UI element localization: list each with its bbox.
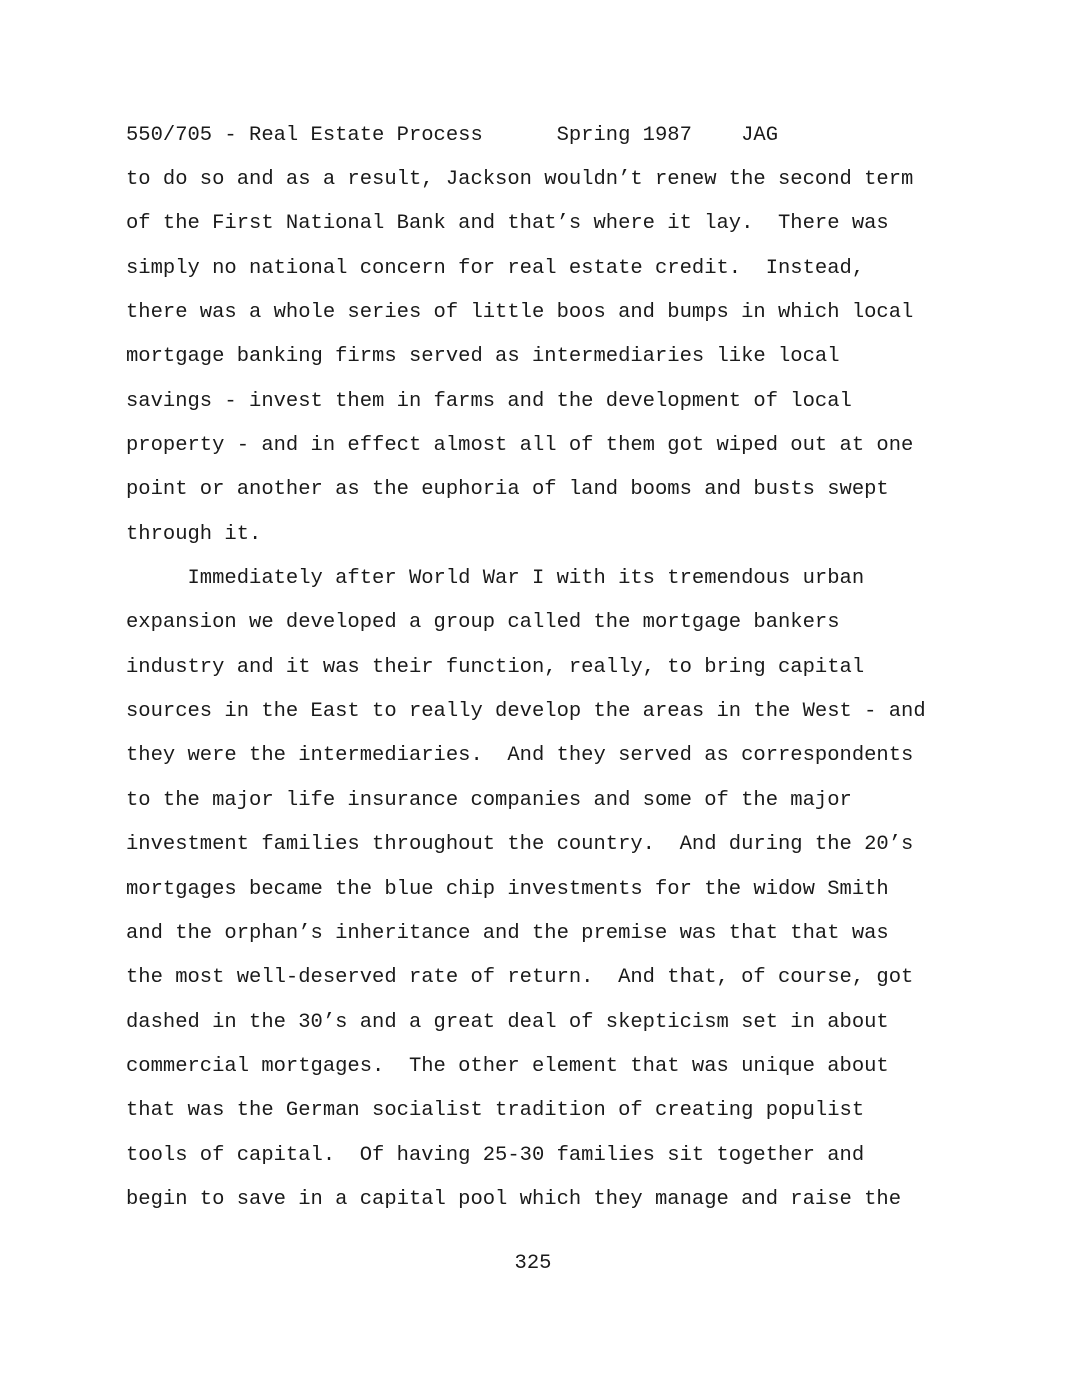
text-line: investment families throughout the country. And during the 20’s	[126, 833, 914, 857]
text-line: mortgage banking firms served as intermediaries like local	[126, 345, 840, 369]
text-line: through it.	[126, 522, 262, 546]
text-line: simply no national concern for real estate credit. Instead,	[126, 256, 865, 280]
text-line: begin to save in a capital pool which they manage and raise the	[126, 1187, 902, 1211]
text-line: point or another as the euphoria of land booms and busts swept	[126, 478, 889, 502]
text-line: mortgages became the blue chip investments for the widow Smith	[126, 877, 889, 901]
text-line: savings - invest them in farms and the development of local	[126, 389, 852, 413]
text-line: to the major life insurance companies and some of the major	[126, 788, 852, 812]
body-text	[126, 168, 956, 1232]
text-line: the most well-deserved rate of return. And that, of course, got	[126, 966, 914, 990]
text-line: property - and in effect almost all of them got wiped out at one	[126, 434, 914, 458]
text-line: tools of capital. Of having 25-30 families sit together and	[126, 1143, 865, 1167]
text-line: of the First National Bank and that’s where it lay. There was	[126, 212, 889, 236]
page-header: 550/705 - Real Estate Process Spring 1987 JAG	[126, 124, 779, 147]
page-number: 325	[514, 1252, 552, 1275]
text-line: there was a whole series of little boos and bumps in which local	[126, 301, 914, 325]
text-line: and the orphan’s inheritance and the premise was that that was	[126, 921, 889, 945]
text-line: sources in the East to really develop the areas in the West - and	[126, 700, 926, 724]
text-line: dashed in the 30’s and a great deal of skepticism set in about	[126, 1010, 889, 1034]
text-line: commercial mortgages. The other element that was unique about	[126, 1054, 889, 1078]
text-line: to do so and as a result, Jackson wouldn’t renew the second term	[126, 168, 914, 191]
paragraph-start-line: Immediately after World War I with its tremendous urban	[126, 567, 865, 591]
text-line: expansion we developed a group called the mortgage bankers	[126, 611, 840, 635]
text-line: they were the intermediaries. And they served as correspondents	[126, 744, 914, 768]
text-line: industry and it was their function, really, to bring capital	[126, 655, 865, 679]
text-line: that was the German socialist tradition of creating populist	[126, 1099, 865, 1123]
